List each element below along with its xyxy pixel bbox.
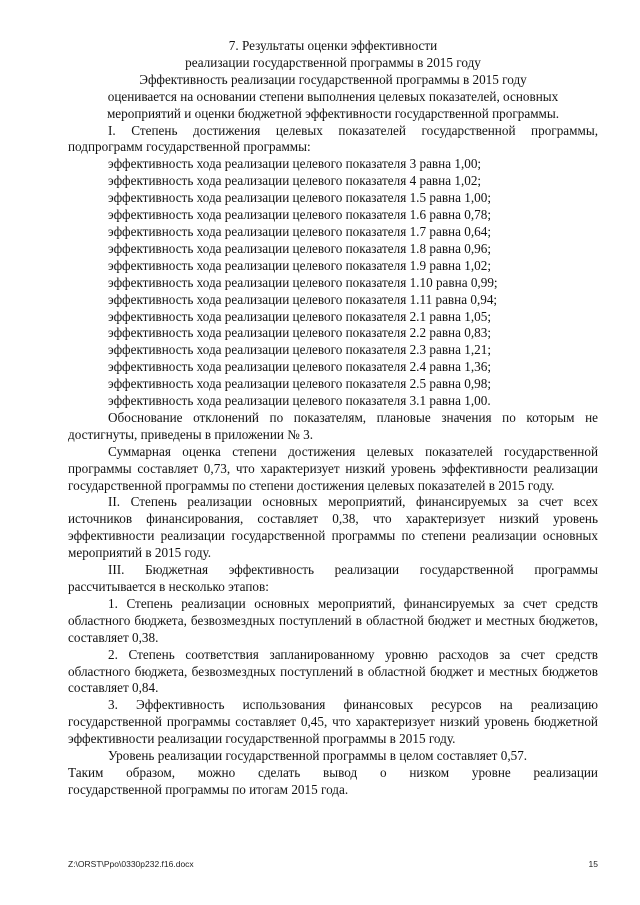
indicator-item: эффективность хода реализации целевого показателя 1.7 равна 0,64;	[108, 223, 491, 239]
document-body	[68, 38, 598, 799]
indicator-item: эффективность хода реализации целевого показателя 1.6 равна 0,78;	[108, 207, 491, 223]
intro-line-1: Эффективность реализации государственной программы в 2015 году	[139, 71, 527, 87]
section-3-step-3: 3. Эффективность использования финансовых ресурсов на реализацию государственной программы составляет 0,45, что характеризует низкий уровень бюджетной эффективности реализации государственной программы в 2015 году.	[68, 697, 598, 747]
intro-line-2: оценивается на основании степени выполнения целевых показателей, основных	[107, 88, 559, 104]
indicator-item: эффективность хода реализации целевого показателя 2.2 равна 0,83;	[108, 325, 491, 341]
indicator-item: эффективность хода реализации целевого показателя 3 равна 1,00;	[108, 156, 482, 172]
indicator-item: эффективность хода реализации целевого показателя 1.9 равна 1,02;	[108, 257, 491, 273]
section-1-lead: I. Степень достижения целевых показателей государственной программы, подпрограмм государственной программы:	[68, 122, 598, 155]
section-3-lead: III. Бюджетная эффективность реализации государственной программы рассчитывается в несколько этапов:	[68, 562, 598, 594]
indicator-list	[68, 156, 598, 410]
summary-paragraph: Суммарная оценка степени достижения целевых показателей государственной программы составляет 0,73, что характеризует низкий уровень эффективности реализации государственной программы по степени достижения целевых показателей в 2015 году.	[68, 443, 598, 493]
indicator-item: эффективность хода реализации целевого показателя 1.10 равна 0,99;	[108, 274, 498, 290]
indicator-item: эффективность хода реализации целевого показателя 2.3 равна 1,21;	[108, 342, 491, 358]
indicator-item: эффективность хода реализации целевого показателя 2.5 равна 0,98;	[108, 376, 491, 392]
indicator-item: эффективность хода реализации целевого показателя 1.11 равна 0,94;	[108, 291, 498, 307]
deviation-paragraph: Обоснование отклонений по показателям, плановые значения по которым не достигнуты, приведены в приложении № 3.	[68, 409, 598, 442]
indicator-item: эффективность хода реализации целевого показателя 2.4 равна 1,36;	[108, 359, 491, 375]
section-3-step-2: 2. Степень соответствия запланированному уровню расходов за счет средств областного бюджета, безвозмездных поступлений в областной бюджет и местных бюджетов составляет 0,84.	[68, 646, 598, 696]
section-2-paragraph: II. Степень реализации основных мероприятий, финансируемых за счет всех источников финансирования, составляет 0,38, что характеризует низкий уровень эффективности реализации государственной программы по степени реализации основных мероприятий в 2015 году.	[68, 494, 598, 561]
section-3-step-1: 1. Степень реализации основных мероприятий, финансируемых за счет средств областного бюджета, безвозмездных поступлений в областной бюджет и местных бюджетов, составляет 0,38.	[68, 595, 598, 645]
indicator-item: эффективность хода реализации целевого показателя 4 равна 1,02;	[108, 173, 482, 189]
section-heading-line-2: реализации государственной программы в 2015 году	[185, 54, 481, 70]
page-number: 15	[588, 859, 598, 869]
indicator-item: эффективность хода реализации целевого показателя 1.5 равна 1,00;	[108, 190, 491, 206]
section-heading-line-1: 7. Результаты оценки эффективности	[228, 38, 438, 53]
indicator-item: эффективность хода реализации целевого показателя 1.8 равна 0,96;	[108, 240, 491, 256]
conclusion-line-1: Уровень реализации государственной программы в целом составляет 0,57.	[108, 748, 528, 764]
intro-line-3: мероприятий и оценки бюджетной эффективности государственной программы.	[106, 105, 560, 121]
conclusion-line-3: государственной программы по итогам 2015 года.	[68, 781, 349, 797]
conclusion-line-2: Таким образом, можно сделать вывод о низком уровне реализации	[68, 764, 598, 780]
indicator-item: эффективность хода реализации целевого показателя 3.1 равна 1,00.	[108, 393, 491, 409]
indicator-item: эффективность хода реализации целевого показателя 2.1 равна 1,05;	[108, 308, 491, 324]
file-path: Z:\ORST\Ppo\0330p232.f16.docx	[68, 859, 194, 869]
